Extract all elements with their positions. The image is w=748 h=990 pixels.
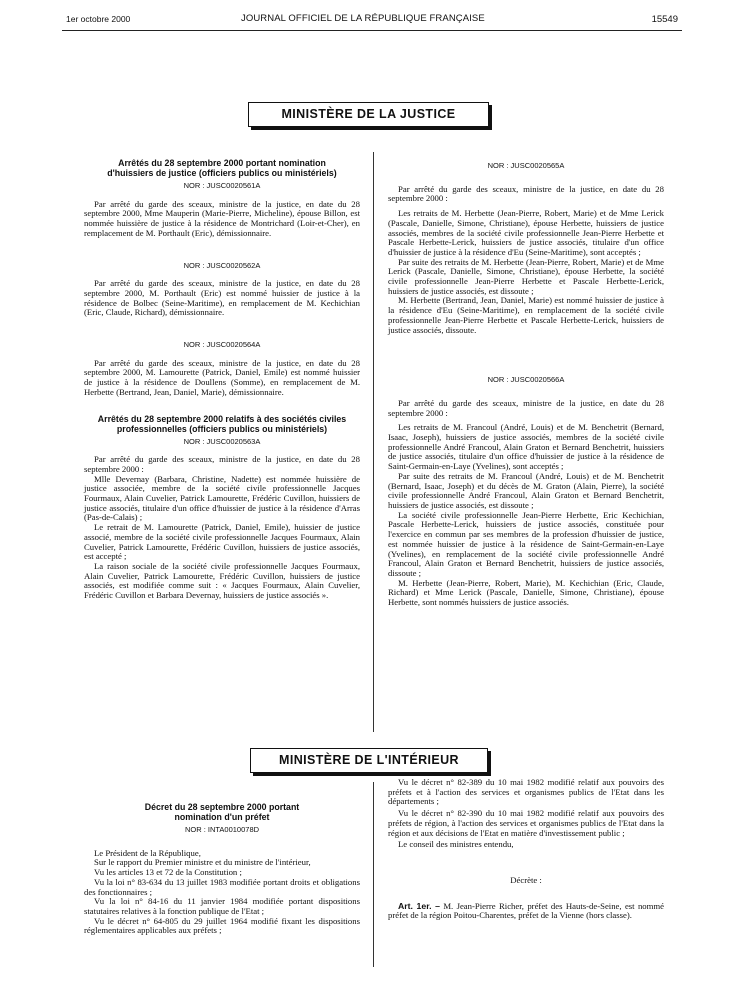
paragraph: La société civile professionnelle Jean-Pierre Herbette, Eric Kechichian, Pascale Herbette-Lerick, huissiers de justice associés, constituée pour l'exercice en commun par ses membres de la profession d'huissier de justice, est nommée huissier de justice à la résidence de Saint-Germain-en-Laye (Yvelines), en remplacement de la société civile professionnelle André Francoul, Alain Graton et Bernard Benchetrit, huissiers de justice associés, dissoute ;: [388, 509, 664, 578]
column-divider: [373, 152, 374, 732]
page-header: [66, 12, 678, 28]
paragraph: M. Herbette (Jean-Pierre, Robert, Marie), M. Kechichian (Eric, Claude, Richard) et Mme Lerick (Pascale, Danielle, Simone, Christiane), épouse Herbette, sont nommés huissiers de justice associés.: [388, 577, 664, 608]
paragraph: Vu la loi n° 84-16 du 11 janvier 1984 modifiée portant dispositions statutaires relatives à la fonction publique de l'Etat ;: [84, 896, 360, 916]
paragraph: Vu la loi n° 83-634 du 13 juillet 1983 modifiée portant droits et obligations des fonctionnaires ;: [84, 876, 360, 897]
ministry-interieur-heading: MINISTÈRE DE L'INTÉRIEUR: [250, 748, 488, 773]
header-date: 1er octobre 2000: [66, 14, 131, 24]
justice-left-column: [84, 158, 360, 601]
header-rule: [62, 30, 682, 31]
page-number: 15549: [651, 14, 678, 25]
article-1: [388, 902, 664, 921]
paragraph: Le conseil des ministres entendu,: [398, 839, 514, 850]
nor-reference: NOR : JUSC0020564A: [183, 340, 261, 350]
nor-reference: NOR : INTA0010078D: [184, 825, 260, 834]
justice-title-2: Arrêtés du 28 septembre 2000 relatifs à des sociétés civiles professionnelles (officiers publics ou ministériels): [97, 413, 347, 434]
nor-reference: NOR : JUSC0020562A: [183, 260, 261, 270]
paragraph: Vu le décret n° 82-389 du 10 mai 1982 modifié relatif aux pouvoirs des préfets et à l'action des services et organismes publics de l'Etat dans les départements ;: [388, 777, 664, 807]
decree-title: Décret du 28 septembre 2000 portant nomination d'un préfet: [144, 802, 300, 822]
paragraph: Le Président de la République,: [94, 847, 201, 858]
paragraph: Mlle Devernay (Barbara, Christine, Nadette) est nommée huissière de justice associée, membre de la société civile professionnelle Jacques Fourmaux, Alain Cuvelier, Patrick Lamourette, Frédéric Cuvillon, huissiers de justice associés, titulaire d'un office d'huissier de justice à la résidence d'Arras (Pas-de-Calais) ;: [84, 473, 360, 523]
paragraph: Vu le décret n° 64-805 du 29 juillet 1964 modifié fixant les dispositions réglementaires applicables aux préfets ;: [84, 915, 360, 936]
paragraph: Par arrêté du garde des sceaux, ministre de la justice, en date du 28 septembre 2000 :: [84, 454, 360, 474]
paragraph: Par suite des retraits de M. Francoul (André, Louis) et de M. Benchetrit (Bernard, Isaac, Joseph) et du décès de M. Graton (Alain, Pierre), la société civile professionnelle André Francoul, Alain Graton et Bernard Benchetrit, huissiers de justice associés, est dissoute ;: [388, 470, 664, 510]
paragraph: Par arrêté du garde des sceaux, ministre de la justice, en date du 28 septembre 2000, M. Lamourette (Patrick, Daniel, Emile) est nommé huissier de justice à la résidence de Doullens (Somme), en remplacement de M. Herbette (Bertrand, Jean, Daniel, Marie), démissionnaire.: [84, 357, 360, 397]
paragraph: Par arrêté du garde des sceaux, ministre de la justice, en date du 28 septembre 2000, M. Porthault (Eric) est nommé huissier de justice à la résidence de Bolbec (Seine-Maritime), en remplacement de M. Kechichian (Eric, Claude, Richard), démissionnaire.: [84, 278, 360, 318]
justice-right-column: [388, 158, 664, 608]
paragraph: Par arrêté du garde des sceaux, ministre de la justice, en date du 28 septembre 2000 :: [388, 183, 664, 204]
nor-reference: NOR : JUSC0020565A: [487, 161, 565, 170]
journal-title: JOURNAL OFFICIEL DE LA RÉPUBLIQUE FRANÇAISE: [241, 13, 485, 24]
paragraph: Vu le décret n° 82-390 du 10 mai 1982 modifié relatif aux pouvoirs des préfets de région, à l'action des services et organismes publics de l'Etat dans la région et aux décisions de l'Etat en matière d'investissement public ;: [388, 808, 664, 838]
paragraph: Les retraits de M. Francoul (André, Louis) et de M. Benchetrit (Bernard, Isaac, Joseph), huissiers de justice associés, membres de la société civile professionnelle André Francoul, Alain Graton et Bernard Benchetrit, huissiers de justice associés, titulaire d'un office d'huissier de justice à la résidence de Saint-Germain-en-Laye (Yvelines), sont acceptés ;: [388, 422, 664, 472]
interieur-right-column: [388, 778, 664, 921]
paragraph: Les retraits de M. Herbette (Jean-Pierre, Robert, Marie) et de Mme Lerick (Pascale, Danielle, Simone, Christiane), épouse Herbette, huissiers de justice associés, membres de la société civile professionnelle Jean-Pierre Herbette et Pascale Herbette-Lerick, huissiers de justice associés, titulaire d'un office d'huissier de justice à la résidence d'Eu (Seine-Maritime), sont acceptés ;: [388, 208, 664, 257]
paragraph: M. Herbette (Bertrand, Jean, Daniel, Marie) est nommé huissier de justice à la résidence d'Eu (Seine-Maritime), en remplacement de la société civile professionnelle Jean-Pierre Herbette et Pascale Herbette-Lerick, huissiers de justice associés, dissoute.: [388, 295, 664, 335]
justice-title-1: Arrêtés du 28 septembre 2000 portant nomination d'huissiers de justice (officiers publics ou ministériels): [107, 158, 337, 178]
decrete-heading: Décrète :: [510, 874, 542, 885]
paragraph: Le retrait de M. Lamourette (Patrick, Daniel, Emile), huissier de justice associé, membre de la société civile professionnelle Jacques Fourmaux, Alain Cuvelier, Patrick Lamourette, Frédéric Cuvillon, huissiers de justice associés, est accepté ;: [84, 522, 360, 562]
article-label: Art. 1er. –: [398, 900, 440, 911]
paragraph: Par suite des retraits de M. Herbette (Jean-Pierre, Robert, Marie) et de Mme Lerick (Pascale, Danielle, Simone, Christiane), épouse Herbette, la société civile professionnelle Jean-Pierre Herbette et Pascale Herbette-Lerick, huissiers de justice associés, est dissoute ;: [388, 256, 664, 296]
nor-reference: NOR : JUSC0020563A: [183, 436, 261, 446]
paragraph: La raison sociale de la société civile professionnelle Jacques Fourmaux, Alain Cuvelier, Patrick Lamourette, Frédéric Cuvillon, huissiers de justice associés, est modifiée comme suit : « Jacques Fourmaux, Alain Cuvelier, Frédéric Cuvillon et Barbara Devernay, huissiers de justice associés ».: [84, 560, 360, 601]
paragraph: Sur le rapport du Premier ministre et du ministre de l'intérieur,: [94, 857, 311, 868]
paragraph: Vu les articles 13 et 72 de la Constitution ;: [94, 867, 242, 878]
paragraph: Par arrêté du garde des sceaux, ministre de la justice, en date du 28 septembre 2000 :: [388, 397, 664, 418]
ministry-justice-heading: MINISTÈRE DE LA JUSTICE: [248, 102, 489, 127]
article-text: M. Jean-Pierre Richer, préfet des Hauts-de-Seine, est nommé préfet de la région Poitou-Charentes, préfet de la Vienne (hors classe).: [388, 900, 664, 921]
interieur-left-column: [84, 802, 360, 936]
nor-reference: NOR : JUSC0020561A: [183, 181, 261, 190]
column-divider: [373, 782, 374, 967]
paragraph: Par arrêté du garde des sceaux, ministre de la justice, en date du 28 septembre 2000, Mme Mauperin (Marie-Pierre, Micheline), épouse Billon, est nommée huissière de justice à la résidence de Montrichard (Loir-et-Cher), en remplacement de M. Porthault (Eric), démissionnaire.: [84, 198, 360, 238]
nor-reference: NOR : JUSC0020566A: [487, 375, 565, 385]
